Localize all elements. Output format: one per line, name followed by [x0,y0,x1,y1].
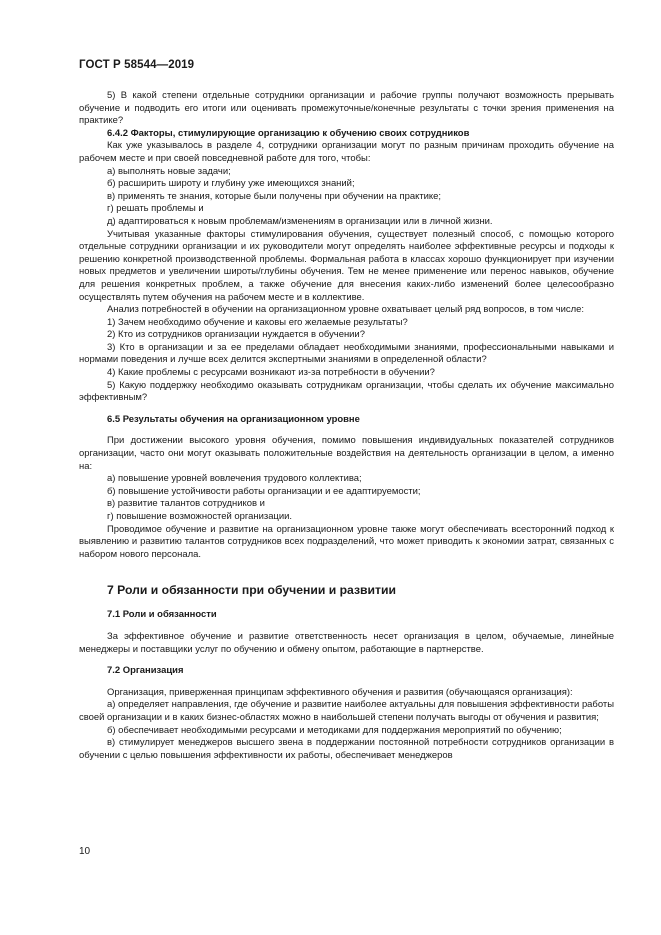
list-item: а) повышение уровней вовлечения трудового коллектива; [107,473,362,485]
document-body [79,90,614,762]
paragraph: Анализ потребностей в обучении на организационном уровне охватывает целый ряд вопросов, в том числе: [107,304,585,316]
section-heading: 7.1 Роли и обязанности [107,609,217,621]
spacer [79,598,614,609]
paragraph: Проводимое обучение и развитие на организационном уровне также могут обеспечивать всесторонний подход к выявлению и развитию талантов сотрудников всех подразделений, что может приводить к экономии затрат, связанных с набором нового персонала. [79,523,614,560]
paragraph: Как уже указывалось в разделе 4, сотрудники организации могут по разным причинам проходить обучение на рабочем месте и при своей повседневной работе для того, чтобы: [79,140,614,164]
spacer [79,678,614,687]
list-item: 4) Какие проблемы с ресурсами возникают из-за потребности в обучении? [107,367,435,379]
section-heading: 6.5 Результаты обучения на организационном уровне [107,413,360,425]
spacer [79,622,614,631]
spacer [79,405,614,414]
list-item: б) расширить широту и глубину уже имеющихся знаний; [107,178,355,190]
paragraph: За эффективное обучение и развитие ответственность несет организация в целом, обучаемые, линейные менеджеры и поставщики услуг по обучению и обмену опытом, работающие в партнерстве. [79,630,614,655]
paragraph: а) определяет направления, где обучение и развитие наиболее актуальны для повышения эффективности работы своей организации и в каких бизнес-областях можно в наибольшей степени получать выгоды от обучения и развития; [79,699,614,723]
section-heading: 6.4.2 Факторы, стимулирующие организацию к обучению своих сотрудников [107,127,470,139]
paragraph: Учитывая указанные факторы стимулирования обучения, существует полезный способ, с помощью которого отдельные сотрудники организации и их руководители могут определять наиболее эффективные ресурсы и подходы к решению конкретной производственной проблемы. Формальная работа в классах хорошо функционирует при изучении новых предметов и увеличении широты/глубины обучения. Тем не менее применение или перенос навыков, обучение для решения конкретных проблем, а также обучение для внесения каких-либо изменений более целесообразно осуществлять путем обучения на рабочем месте и в коллективе. [79,228,614,303]
paragraph: б) обеспечивает необходимыми ресурсами и методиками для поддержания мероприятий по обучению; [107,724,562,736]
paragraph: При достижении высокого уровня обучения, помимо повышения индивидуальных показателей сотрудников организации, часто они могут оказывать положительные воздействия на деятельность организации в целом, а именно на: [79,435,614,472]
chapter-heading: 7 Роли и обязанности при обучении и развитии [107,583,396,598]
list-item: 1) Зачем необходимо обучение и каковы его желаемые результаты? [107,316,408,328]
list-item: 2) Кто из сотрудников организации нуждается в обучении? [107,329,365,341]
paragraph: 5) В какой степени отдельные сотрудники организации и рабочие группы получают возможность прерывать обучение и подводить его итоги или оценивать промежуточные/конечные результаты с точки зрения применения на практике? [79,90,614,127]
section-heading: 7.2 Организация [107,665,184,677]
list-item: г) решать проблемы и [107,203,204,215]
list-item: б) повышение устойчивости работы организации и ее адаптируемости; [107,485,421,497]
page-number: 10 [79,846,91,857]
paragraph: 5) Какую поддержку необходимо оказывать сотрудникам организации, чтобы сделать их обучение максимально эффективным? [79,379,614,404]
list-item: в) применять те знания, которые были получены при обучении на практике; [107,190,442,202]
paragraph: Организация, приверженная принципам эффективного обучения и развития (обучающаяся организация): [107,686,573,698]
spacer [79,656,614,665]
list-item: в) развитие талантов сотрудников и [107,498,265,510]
spacer [79,561,614,583]
list-item: а) выполнять новые задачи; [107,165,231,177]
paragraph: в) стимулирует менеджеров высшего звена в поддержании постоянной потребности сотрудников организации в обучении с целью повышения эффективности их работы, обеспечивает менеджеров [79,737,614,761]
list-item: г) повышение возможностей организации. [107,511,293,522]
list-item: д) адаптироваться к новым проблемам/изменениям в организации или в личной жизни. [107,215,493,227]
spacer [79,426,614,435]
standard-header: ГОСТ Р 58544—2019 [79,59,195,71]
paragraph: 3) Кто в организации и за ее пределами обладает необходимыми знаниями, профессиональными навыками и нормами поведения и лучше всех делится экспертными знаниями в определенной области? [79,341,614,366]
